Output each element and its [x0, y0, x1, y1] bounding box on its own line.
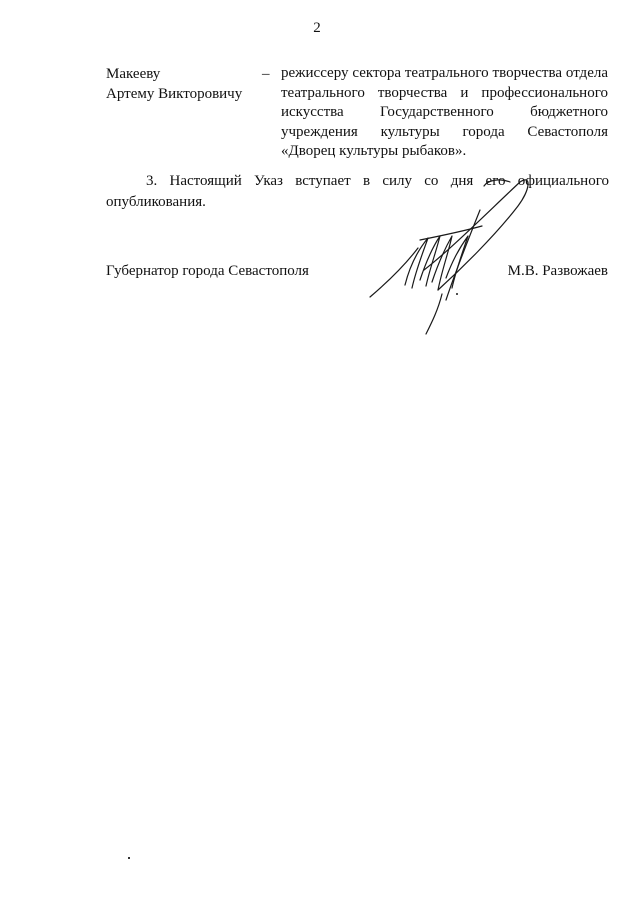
signatory-title: Губернатор города Севастополя	[106, 263, 309, 279]
position-line: «Дворец культуры рыбаков».	[281, 143, 467, 159]
position-line: театрального творчества и профессионального	[281, 84, 608, 101]
position-line: учреждения культуры города Севастополя	[281, 123, 608, 140]
page-number: 2	[313, 20, 321, 36]
recipient-given-names: Артему Викторовичу	[106, 86, 243, 102]
scan-speck	[128, 857, 130, 859]
dash-separator: –	[262, 66, 270, 82]
signatory-name: М.В. Развожаев	[507, 263, 608, 279]
position-line: искусства Государственного бюджетного	[281, 104, 608, 120]
clause-line: опубликования.	[106, 194, 206, 210]
handwritten-signature	[360, 170, 540, 340]
position-description	[281, 64, 608, 162]
recipient-name	[106, 64, 266, 104]
recipient-surname: Макееву	[106, 66, 161, 82]
position-line: режиссеру сектора театрального творчества отдела	[281, 65, 608, 81]
clause-line: 3. Настоящий Указ вступает в силу со дня его официального	[146, 173, 609, 189]
